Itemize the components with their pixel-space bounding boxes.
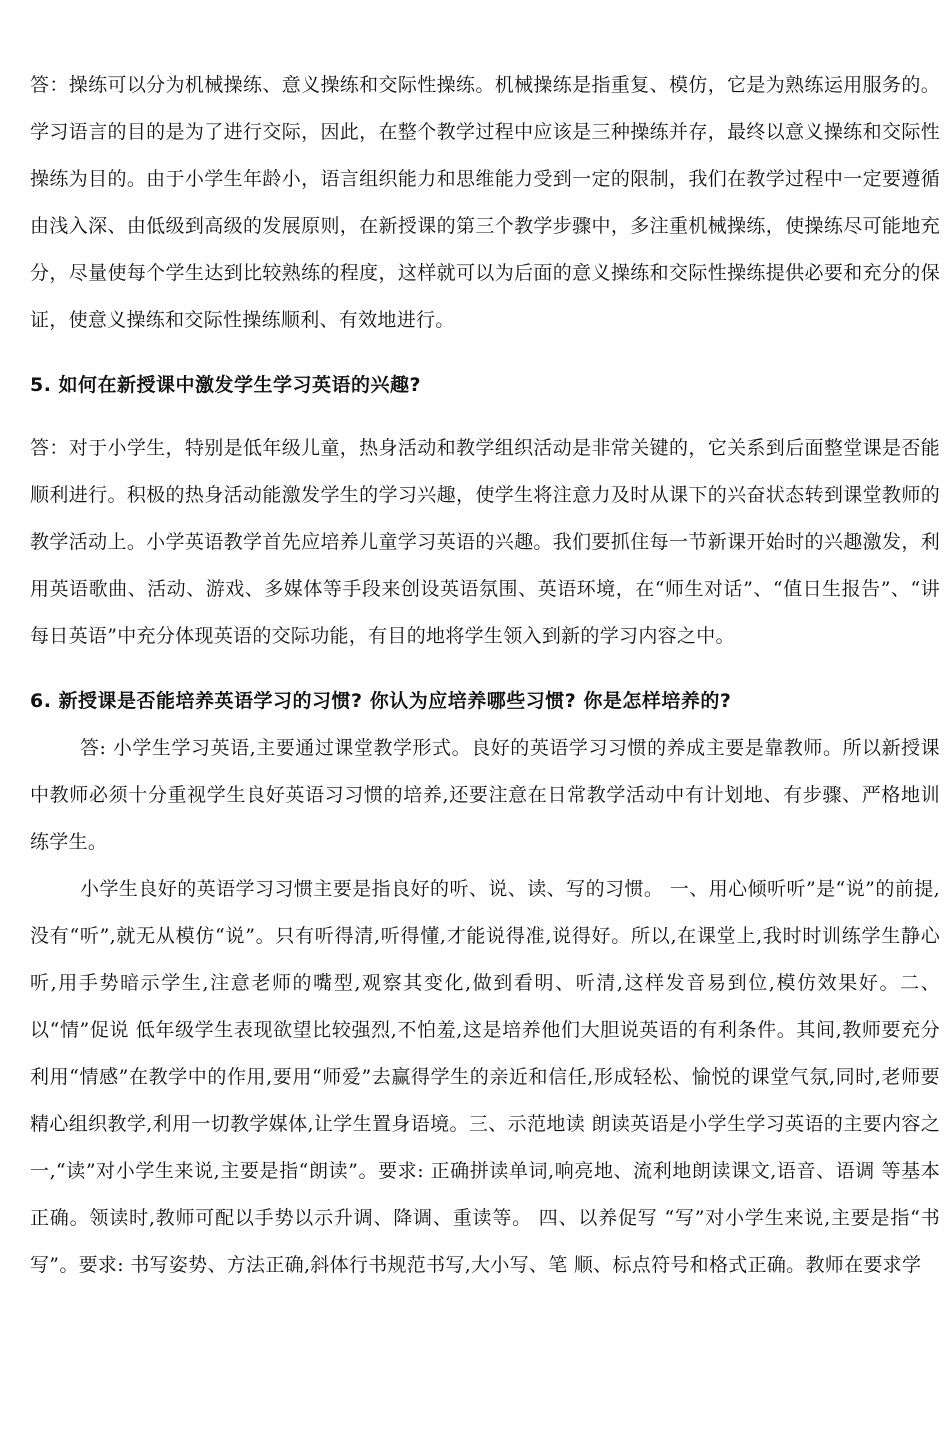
answer-5-paragraph: 答：对于小学生，特别是低年级儿童，热身活动和教学组织活动是非常关键的，它关系到后面整堂课是否能顺利进行。积极的热身活动能激发学生的学习兴趣，使学生将注意力及时从课下的兴奋状态转到课堂教师的教学活动上。小学英语教学首先应培养儿童学习英语的兴趣。我们要抓住每一节新课开始时的兴趣激发，利用英语歌曲、活动、游戏、多媒体等手段来创设英语氛围、英语环境，在“师生对话”、“值日生报告”、“讲每日英语”中充分体现英语的交际功能，有目的地将学生领入到新的学习内容之中。 (30, 437, 940, 647)
answer-6-paragraph-2: 小学生良好的英语学习习惯主要是指良好的听、说、读、写的习惯。 一、用心倾听听”是“说”的前提,没有“听”,就无从模仿“说”。只有听得清,听得懂,才能说得准,说得好。所以,在课堂上,我时时训练学生静心听,用手势暗示学生,注意老师的嘴型,观察其变化,做到看明、听清,这样发音易到位,模仿效果好。二、以“情”促说 低年级学生表现欲望比较强烈,不怕羞,这是培养他们大胆说英语的有利条件。其间,教师要充分利用“情感”在教学中的作用,要用“师爱”去赢得学生的亲近和信任,形成轻松、愉悦的课堂气氛,同时,老师要精心组织教学,利用一切教学媒体,让学生置身语境。三、示范地读 朗读英语是小学生学习英语的主要内容之一,“读”对小学生来说,主要是指“朗读”。要求: 正确拼读单词,响亮地、流利地朗读课文,语音、语调 等基本正确。领读时,教师可配以手势以示升调、降调、重读等。 四、以养促写 “写”对小学生来说,主要是指“书写”。要求: 书写姿势、方法正确,斜体行书规范书写,大小写、笔 顺、标点符号和格式正确。教师在要求学 (30, 878, 940, 1276)
question-6-heading: 6. 新授课是否能培养英语学习的习惯? 你认为应培养哪些习惯? 你是怎样培养的? (30, 690, 732, 712)
question-5-heading: 5. 如何在新授课中激发学生学习英语的兴趣? (30, 374, 422, 396)
document-page (30, 62, 940, 1289)
answer-6-paragraph-1: 答: 小学生学习英语,主要通过课堂教学形式。良好的英语学习习惯的养成主要是靠教师。所以新授课中教师必须十分重视学生良好英语习习惯的培养,还要注意在日常教学活动中有计划地、有步骤、严格地训练学生。 (30, 737, 940, 853)
answer-4-paragraph: 答：操练可以分为机械操练、意义操练和交际性操练。机械操练是指重复、模仿，它是为熟练运用服务的。学习语言的目的是为了进行交际，因此，在整个教学过程中应该是三种操练并存，最终以意义操练和交际性操练为目的。由于小学生年龄小，语言组织能力和思维能力受到一定的限制，我们在教学过程中一定要遵循由浅入深、由低级到高级的发展原则，在新授课的第三个教学步骤中，多注重机械操练，使操练尽可能地充分，尽量使每个学生达到比较熟练的程度，这样就可以为后面的意义操练和交际性操练提供必要和充分的保证，使意义操练和交际性操练顺利、有效地进行。 (30, 74, 940, 331)
